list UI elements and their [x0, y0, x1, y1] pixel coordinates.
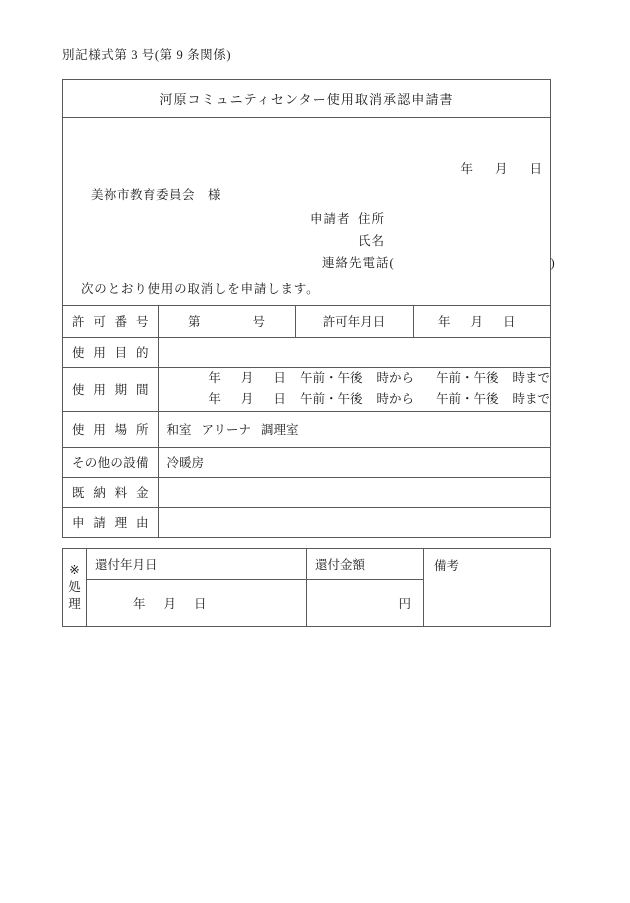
official-use-mark: ※ 処 理 [63, 549, 87, 627]
label-equipment: その他の設備 [63, 447, 158, 477]
label-paid-fee: 既納料金 [63, 477, 158, 507]
field-permit-number[interactable] [158, 306, 295, 337]
refund-amount-unit: 円 [398, 597, 411, 611]
applicant-name-line [310, 230, 555, 252]
submission-date-day: 日 [529, 162, 542, 176]
applicant-label: 申請者 [310, 212, 351, 226]
table-row-reason [63, 507, 550, 537]
submission-date-line [460, 159, 542, 177]
label-permit-date: 許可年月日 [295, 306, 413, 337]
addressee-honorific: 様 [208, 188, 222, 202]
addressee-name: 美祢市教育委員会 [91, 188, 196, 202]
permit-date-year: 年 [437, 315, 451, 330]
submission-date-month: 月 [494, 162, 508, 176]
field-period[interactable] [158, 367, 550, 411]
period-line-1: 年 月 日 午前・午後 時から 午前・午後 時まで [208, 371, 550, 385]
field-refund-date[interactable]: 年 月 日 [87, 580, 307, 627]
label-refund-amount: 還付金額 [307, 549, 424, 580]
table-row-paid-fee [63, 477, 550, 507]
label-reason: 申請理由 [63, 507, 158, 537]
field-refund-amount[interactable] [307, 580, 424, 627]
field-place[interactable] [158, 411, 550, 447]
table-row-place [63, 411, 550, 447]
form-number: 別記様式第 3 号(第 9 条関係) [62, 48, 232, 62]
applicant-address-line [310, 208, 555, 230]
table-row-purpose [63, 337, 550, 367]
field-equipment[interactable] [158, 447, 550, 477]
table-row-permit [63, 306, 550, 337]
permit-number-prefix: 第 [187, 315, 201, 330]
table-row-equipment [63, 447, 550, 477]
field-permit-date[interactable] [413, 306, 550, 337]
place-option-arena[interactable]: アリーナ [201, 423, 252, 437]
label-period: 使用期間 [63, 367, 158, 411]
intro-sentence: 次のとおり使用の取消しを申請します。 [81, 282, 320, 296]
field-paid-fee[interactable] [158, 477, 550, 507]
field-reason[interactable] [158, 507, 550, 537]
applicant-phone-label: 連絡先電話( [322, 256, 395, 270]
label-remarks: 備考 [424, 549, 551, 627]
submission-date-year: 年 [460, 162, 473, 176]
label-refund-date: 還付年月日 [87, 549, 307, 580]
place-option-washitsu[interactable]: 和室 [166, 423, 192, 437]
place-option-kitchen[interactable]: 調理室 [261, 423, 299, 437]
applicant-name-label: 氏名 [358, 234, 386, 248]
label-permit-number: 許可番号 [63, 306, 158, 337]
official-use-table [62, 548, 551, 627]
field-purpose[interactable] [158, 337, 550, 367]
permit-date-day: 日 [503, 315, 516, 330]
applicant-phone-line [310, 252, 555, 274]
equipment-option-aircon[interactable]: 冷暖房 [166, 456, 205, 470]
applicant-phone-close: ) [550, 256, 555, 270]
official-head-row [63, 549, 551, 580]
label-purpose: 使用目的 [63, 337, 158, 367]
addressee-line [91, 185, 221, 203]
title-band [63, 80, 550, 118]
permit-number-suffix: 号 [252, 315, 266, 330]
form-title: 河原コミュニティセンター使用取消承認申請書 [159, 92, 454, 107]
header-block [63, 118, 555, 306]
permit-date-month: 月 [470, 315, 483, 330]
applicant-block [310, 208, 555, 274]
applicant-address-label: 住所 [358, 212, 386, 226]
form-frame [62, 79, 555, 538]
period-line-2: 年 月 日 午前・午後 時から 午前・午後 時まで [208, 392, 550, 406]
table-row-period [63, 367, 550, 411]
label-place: 使用場所 [63, 411, 158, 447]
application-table [63, 306, 550, 537]
